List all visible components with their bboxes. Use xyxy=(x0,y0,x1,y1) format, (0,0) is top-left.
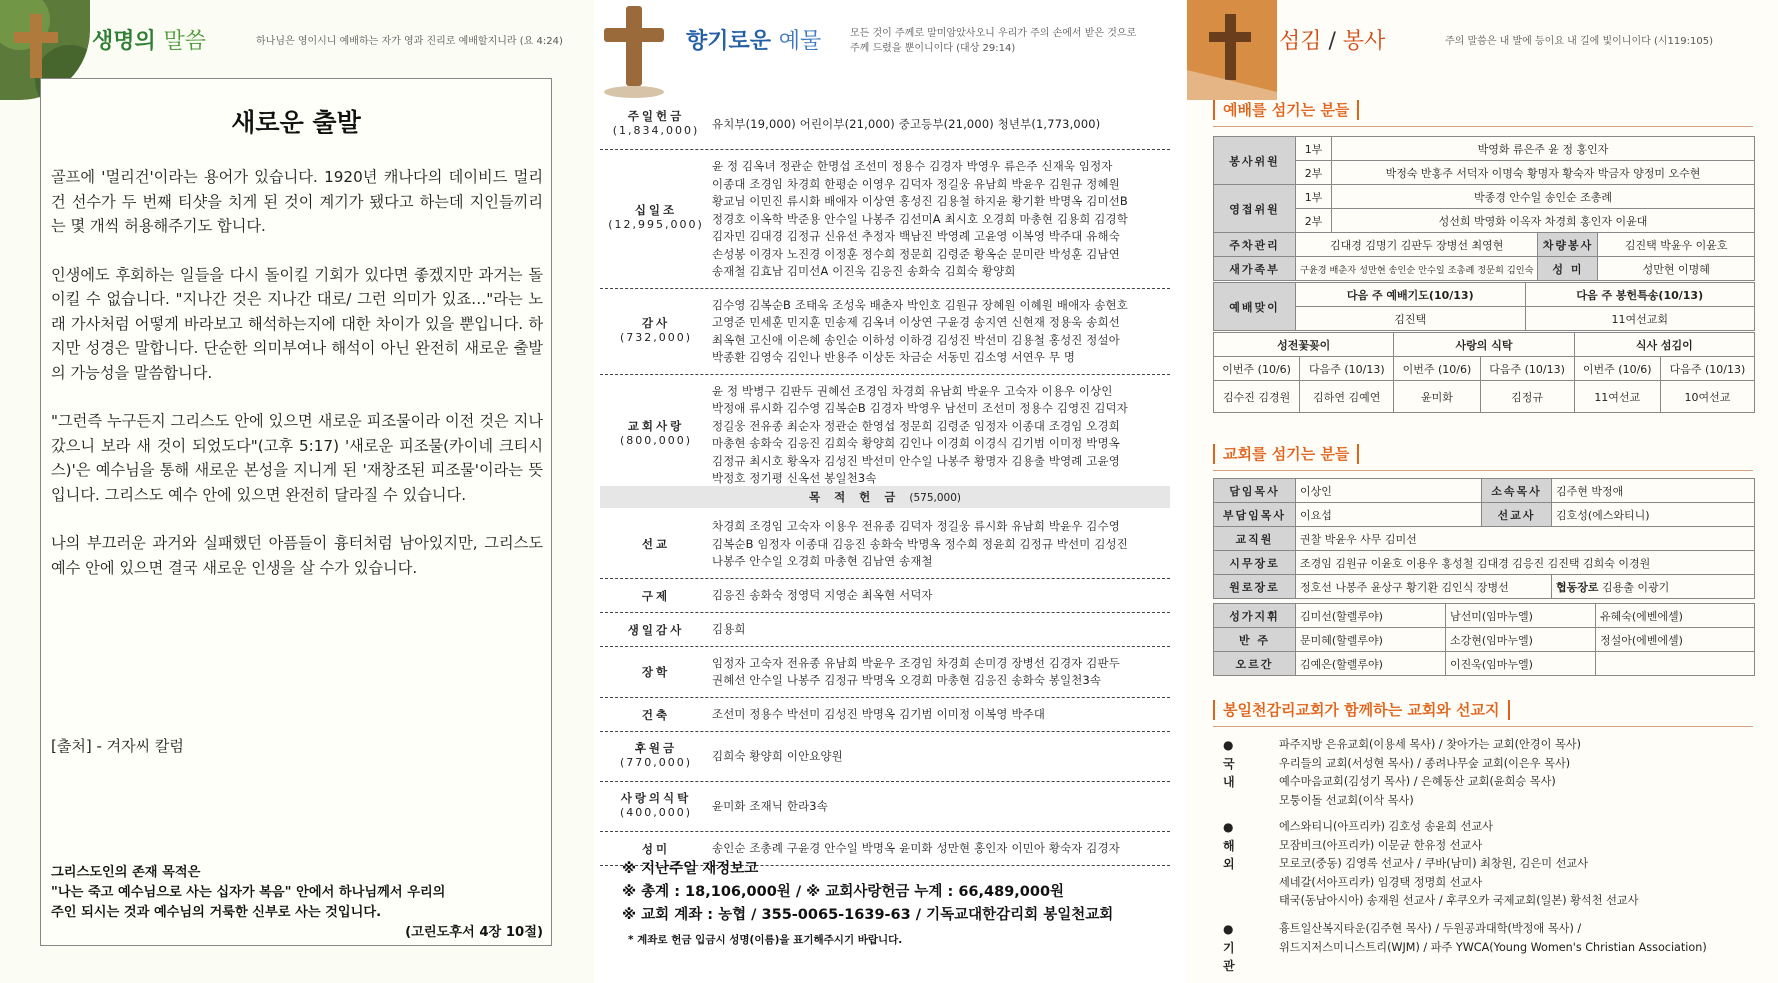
offering-name-line: 나봉주 안수일 오경희 마총현 김남연 송재철 xyxy=(712,554,933,568)
offering-name-line: 박정호 정기평 신옥선 봉일천3속 xyxy=(712,471,877,485)
cell: 이번주 (10/6) xyxy=(1214,357,1300,381)
cell: 1부 xyxy=(1296,185,1332,209)
purpose-line: "나는 죽고 예수님으로 사는 십자가 복음" 안에서 하나님께서 우리의 xyxy=(51,885,446,900)
cell: 김호성(에스와티니) xyxy=(1552,503,1755,527)
title-light: 예물 xyxy=(778,29,822,54)
offering-category xyxy=(606,841,706,857)
offering-name-line: 황교님 이민진 류시화 배애자 이상연 홍성진 김용철 하지윤 황기환 박명옥 김미선B xyxy=(712,194,1128,208)
offering-category xyxy=(606,108,706,137)
cell: 정설아(에벤에셀) xyxy=(1596,628,1755,652)
cell: 김수진 김경원 xyxy=(1214,381,1300,413)
offering-category-label: 건축 xyxy=(641,707,671,722)
offering-name-line: 박정애 류시화 김수영 김복순B 김경자 박영우 남선미 조선미 정용수 김영진 김덕자 xyxy=(712,401,1128,415)
offering-name-line: 이종대 조경임 차경희 한평순 이영우 김덕자 정길웅 유남희 박윤우 김원규 정혜원 xyxy=(712,176,1120,191)
offering-row xyxy=(600,375,1170,496)
purpose-offering-banner xyxy=(600,486,1170,508)
worship-welcome-table xyxy=(1213,282,1755,331)
cell-header: 담임목사 xyxy=(1214,479,1296,503)
offering-names xyxy=(712,383,1168,488)
cell: 김미선(할렐루야) xyxy=(1296,604,1446,628)
offering-category xyxy=(606,707,706,723)
cell: 11여선교 xyxy=(1574,381,1660,413)
cell-header: 예배맞이 xyxy=(1214,283,1296,331)
title-b: 봉사 xyxy=(1342,29,1386,54)
offering-name-line: 김수영 김복순B 조태욱 조성욱 배춘자 박인호 김원규 장혜원 이혜원 배애자 송현호 xyxy=(712,297,1128,312)
cell: 구윤경 배춘자 성만현 송인순 안수일 조총례 정문희 김인숙 xyxy=(1296,257,1538,281)
cell-subheader: 협동장로 xyxy=(1556,580,1599,594)
list-item: 우리들의 교회(서성현 목사) / 종려나무숲 교회(이은우 목사) xyxy=(1279,756,1571,770)
offering-name-line: 손성봉 이경자 노진경 이정훈 정수희 정문희 김령준 황옥순 문미란 박성훈 김남연 xyxy=(712,246,1120,261)
domestic-label: ●국내 xyxy=(1223,738,1235,789)
sermon-source: [출처] - 겨자씨 칼럼 xyxy=(51,737,184,755)
page-title xyxy=(686,24,821,55)
cell: 윤미화 xyxy=(1394,381,1480,413)
offering-name-line: 차경희 조경임 고숙자 이용우 전유종 김덕자 정길웅 류시화 유남희 박윤우 김수영 xyxy=(712,519,1120,533)
sermon-paragraph: 골프에 '멀리건'이라는 용어가 있습니다. 1920년 캐나다의 데이비드 멀리건 선수가 두 번째 티샷을 치게 된 것이 계기가 됐다고 하는데 지인들끼리는 몇 개씩 허용해주기도 합니다. xyxy=(51,168,543,235)
offering-names xyxy=(712,587,1168,605)
verse-line: 모든 것이 주께로 말미암았사오니 우리가 주의 손에서 받은 것으로 xyxy=(850,28,1137,39)
section-divider xyxy=(1213,126,1753,127)
list-item: 에스와티니(아프리카) 김호성 송윤희 선교사 xyxy=(1279,820,1493,833)
offering-amount: (1,834,000) xyxy=(612,124,700,137)
offering-name-line: 김응진 송화숙 정영덕 지영순 최옥현 서덕자 xyxy=(712,587,933,602)
cell: 2부 xyxy=(1296,161,1332,185)
cell: 이번주 (10/6) xyxy=(1574,357,1660,381)
offering-category xyxy=(606,664,706,680)
panel-offerings xyxy=(594,0,1187,983)
sermon-paragraph: 나의 부끄러운 과거와 실패했던 아픔들이 흉터처럼 남아있지만, 그리스도 예수 안에 있으면 결국 새로운 인생을 살 수가 있습니다. xyxy=(51,534,543,577)
offering-row xyxy=(600,579,1170,613)
sermon-title: 새로운 출발 xyxy=(231,108,361,137)
offering-row xyxy=(600,647,1170,698)
cell-header: 시무장로 xyxy=(1214,551,1296,575)
cell: 유혜숙(에벤에셀) xyxy=(1596,604,1755,628)
offering-category-label: 후원금 xyxy=(634,740,678,755)
offering-name-line: 김희숙 황양희 이안요양원 xyxy=(712,748,843,763)
cell: 성선희 박영화 이옥자 차경희 홍인자 이윤대 xyxy=(1332,209,1755,233)
offering-row xyxy=(600,782,1170,832)
offering-amount: (400,000) xyxy=(619,805,693,819)
cell-header: 새가족부 xyxy=(1214,257,1296,281)
offering-category xyxy=(606,315,706,344)
worship-servers-table xyxy=(1213,136,1755,233)
cell: 다음 주 예배기도(10/13) xyxy=(1296,283,1526,307)
cell: 다음 주 봉헌특송(10/13) xyxy=(1525,283,1755,307)
offering-category xyxy=(606,588,706,604)
header-verse: 하나님은 영이시니 예배하는 자가 영과 진리로 예배할지니라 (요 4:24) xyxy=(256,36,563,47)
offering-category-label: 주일헌금 xyxy=(627,109,685,123)
cell xyxy=(1596,652,1755,676)
cell: 김진택 박윤우 이윤호 xyxy=(1598,233,1755,257)
cell-header: 영접위원 xyxy=(1214,185,1296,233)
cell: 김진택 xyxy=(1296,307,1526,331)
offering-category xyxy=(606,536,706,552)
cross-photo-icon xyxy=(1187,0,1277,100)
cell: 김예은(할렐루야) xyxy=(1296,652,1446,676)
offering-category xyxy=(606,202,706,231)
title-strong: 생명의 xyxy=(92,29,156,54)
cell xyxy=(1552,575,1755,599)
cell: 이진욱(임마누엘) xyxy=(1446,652,1596,676)
offering-category-label: 생일감사 xyxy=(627,622,685,637)
list-item: 태국(동남아시아) 송재원 선교사 / 후쿠오카 국제교회(일본) 황석천 선교사 xyxy=(1279,894,1639,907)
report-line: ※ 교회 계좌 : 농협 / 355-0065-1639-63 / 기독교대한감리회 봉일천교회 xyxy=(622,907,1114,923)
page-title xyxy=(92,24,206,55)
panel-sermon xyxy=(0,0,594,983)
offering-name-line: 임정자 고숙자 전유종 유남희 박윤우 조경임 차경희 손미경 장병선 김경자 김판두 xyxy=(712,655,1120,670)
purpose-statement xyxy=(51,863,543,943)
section-church-servers: 교회를 섬기는 분들 xyxy=(1213,444,1359,464)
offering-names xyxy=(712,706,1168,724)
cell-header: 부담임목사 xyxy=(1214,503,1296,527)
offering-name-line: 김복순B 임정자 이종대 김응진 송화숙 박명옥 정수희 정윤희 김정규 박선미 김성진 xyxy=(712,536,1128,551)
offering-category xyxy=(606,418,706,447)
cell: 김주현 박정애 xyxy=(1552,479,1755,503)
section-divider xyxy=(1213,726,1753,727)
overseas-label: ●해외 xyxy=(1223,820,1235,871)
offering-category-label: 십일조 xyxy=(634,203,678,218)
title-a: 섬김 xyxy=(1279,29,1322,54)
list-item: 모잠비크(아프리카) 이문균 한유정 선교사 xyxy=(1279,838,1483,852)
cell-header: 소속목사 xyxy=(1482,479,1552,503)
report-line: ※ 지난주일 재정보고 xyxy=(622,861,759,877)
cell-header: 성전꽃꽂이 xyxy=(1214,333,1394,357)
list-item: 위드지저스미니스트리(WJM) / 파주 YWCA(Young Women's Christian Association) xyxy=(1279,940,1707,954)
offering-name-line: 유치부(19,000) 어린이부(21,000) 중고등부(21,000) 청년부(1,773,000) xyxy=(712,117,1101,132)
offering-names xyxy=(712,158,1168,281)
offering-name-line: 권혜선 안수일 나봉주 김정규 박명옥 오경희 마총현 김응진 송화숙 봉일천3속 xyxy=(712,673,1102,687)
offering-row xyxy=(600,150,1170,289)
report-line: ※ 총계 : 18,106,000원 / ※ 교회사랑헌금 누계 : 66,489,000원 xyxy=(622,884,1065,900)
offering-names xyxy=(712,116,1168,134)
offering-name-line: 고영준 민세훈 민지훈 민송제 김옥녀 이상연 구윤경 송지연 신현재 정용욱 송희선 xyxy=(712,315,1120,329)
sermon-box xyxy=(40,78,552,946)
cell-header: 성 미 xyxy=(1538,257,1598,281)
cell: 다음주 (10/13) xyxy=(1480,357,1574,381)
cell: 11여선교회 xyxy=(1525,307,1755,331)
offering-name-line: 윤 정 박병구 김판두 권혜선 조경임 차경희 유남희 박윤우 고숙자 이용우 이상인 xyxy=(712,383,1113,398)
cell: 권찰 박윤우 사무 김미선 xyxy=(1296,527,1755,551)
title-light: 말씀 xyxy=(163,29,206,54)
section-divider xyxy=(1213,470,1753,471)
sermon-paragraph: "그런즉 누구든지 그리스도 안에 있으면 새로운 피조물이라 이전 것은 지나갔으니 보라 새 것이 되었도다"(고후 5:17) '새로운 피조물(카이네 크티시스)'은 예수님을 통해 새로운 본성을 지니게 된 '재창조된 피조물'이라는 뜻입니다. 그리스도 예수 안에 있으면 완전히 달라질 수 있습니다. xyxy=(51,412,543,504)
offering-row xyxy=(600,613,1170,647)
list-item: 모퉁이돌 선교회(이삭 목사) xyxy=(1279,793,1414,807)
cell: 성만현 이명혜 xyxy=(1598,257,1755,281)
cell-header: 차량봉사 xyxy=(1538,233,1598,257)
offering-names xyxy=(712,748,1168,766)
section-worship-servers: 예배를 섬기는 분들 xyxy=(1213,100,1359,120)
cell: 박영화 류은주 윤 정 홍인자 xyxy=(1332,137,1755,161)
offering-category-label: 장학 xyxy=(641,665,671,679)
offering-names xyxy=(712,798,1168,816)
offering-name-line: 윤미화 조재닉 한라3속 xyxy=(712,798,828,813)
cell: 정호선 나봉주 윤상구 황기환 김인식 장병선 xyxy=(1296,575,1552,599)
header-verse xyxy=(850,26,1136,56)
offering-category-label: 감사 xyxy=(641,315,671,330)
page-title xyxy=(1279,24,1385,55)
purpose-reference: (고린도후서 4장 10절) xyxy=(405,925,543,940)
cell-header: 주차관리 xyxy=(1214,233,1296,257)
offering-name-line: 김자민 김대경 김정규 신유선 추정자 백남진 박영례 고윤영 이복영 박주대 유해숙 xyxy=(712,229,1120,243)
offering-amount: (800,000) xyxy=(619,434,693,447)
cell-header: 오르간 xyxy=(1214,652,1296,676)
offering-name-line: 마총현 송화숙 김응진 김희숙 황양희 김인나 이경희 이경식 김기범 이미정 박명옥 xyxy=(712,436,1120,450)
worship-schedule-table xyxy=(1213,332,1755,413)
cell: 이상인 xyxy=(1296,479,1482,503)
offering-row xyxy=(600,698,1170,732)
banner-amount: (575,000) xyxy=(909,492,962,504)
offering-name-line: 박종환 김영숙 김인나 반용주 이상돈 차금순 서동민 김소영 서연우 무 명 xyxy=(712,350,1076,364)
offering-names xyxy=(712,297,1168,367)
offering-category-label: 구제 xyxy=(641,588,671,603)
title-separator: / xyxy=(1321,29,1343,54)
list-item: 모로코(중동) 김영록 선교사 / 쿠바(남미) 최창원, 김은미 선교사 xyxy=(1279,857,1589,870)
offering-category xyxy=(606,622,706,638)
offering-names xyxy=(712,518,1168,571)
cell-header: 선교사 xyxy=(1482,503,1552,527)
music-servers-table xyxy=(1213,603,1755,676)
cell: 박종경 안수일 송인순 조총례 xyxy=(1332,185,1755,209)
offering-amount: (770,000) xyxy=(619,755,693,769)
offering-name-line: 송인순 조총례 구윤경 안수일 박명옥 윤미화 성만현 홍인자 이민아 황숙자 김경자 xyxy=(712,840,1120,855)
offering-category-label: 사랑의식탁 xyxy=(620,790,692,805)
cell: 2부 xyxy=(1296,209,1332,233)
header-verse: 주의 말씀은 내 발에 등이요 내 길에 빛이니이다 (시119:105) xyxy=(1445,36,1713,47)
offering-name-line: 조선미 정용수 박선미 김성진 박명옥 김기범 이미정 이복영 박주대 xyxy=(712,706,1046,721)
cell: 10여선교 xyxy=(1660,381,1754,413)
organization-label: ●기관 xyxy=(1223,922,1235,973)
cell-value: 김용출 이광기 xyxy=(1602,580,1670,594)
cell: 다음주 (10/13) xyxy=(1660,357,1754,381)
verse-line: 주께 드렸을 뿐이니이다 (대상 29:14) xyxy=(850,43,1016,54)
cell: 이요섭 xyxy=(1296,503,1482,527)
offering-category xyxy=(606,740,706,769)
list-item: 파주지방 은유교회(이용세 목사) / 찾아가는 교회(안경이 목사) xyxy=(1279,738,1581,751)
list-item: 세네갈(서아프리카) 임경택 정명희 선교사 xyxy=(1279,875,1483,889)
offering-names xyxy=(712,840,1168,858)
cell-header: 원로장로 xyxy=(1214,575,1296,599)
cell: 김하연 김예연 xyxy=(1300,381,1394,413)
cell: 다음주 (10/13) xyxy=(1300,357,1394,381)
offering-name-line: 최옥현 고신애 이은혜 송인순 이하성 이하경 김성진 박선미 김용철 홍성진 정설아 xyxy=(712,332,1120,347)
offering-row xyxy=(600,289,1170,375)
cell: 이번주 (10/6) xyxy=(1394,357,1480,381)
offering-name-line: 윤 정 김옥녀 정관순 한명섭 조선미 정용수 김경자 박영우 류은주 신재욱 임정자 xyxy=(712,159,1113,173)
cell: 남선미(임마누엘) xyxy=(1446,604,1596,628)
worship-roles-table xyxy=(1213,232,1755,281)
cell: 김정규 xyxy=(1480,381,1574,413)
cell: 문미혜(할렐루야) xyxy=(1296,628,1446,652)
offering-name-line: 김정규 최시호 황옥자 김성진 박선미 안수일 나봉주 황명자 김용출 박영례 고윤영 xyxy=(712,453,1120,468)
cell-header: 반 주 xyxy=(1214,628,1296,652)
finance-report xyxy=(622,858,1113,927)
offering-name-line: 정길웅 전유종 최순자 정관순 한영섭 정문희 김령준 임정자 이종대 조경임 오경희 xyxy=(712,418,1120,433)
offering-category-label: 성미 xyxy=(641,841,671,856)
purpose-line: 주인 되시는 것과 예수님의 거룩한 신부로 사는 것입니다. xyxy=(51,905,382,920)
section-partner-churches: 봉일천감리교회가 함께하는 교회와 선교지 xyxy=(1213,700,1510,720)
offering-category xyxy=(606,790,706,819)
offering-name-line: 송재철 김효남 김미선A 이진욱 김응진 송화숙 김희숙 황양희 xyxy=(712,264,1016,278)
cell-header: 사랑의 식탁 xyxy=(1394,333,1574,357)
report-note: * 계좌로 헌금 입금시 성명(이름)을 표기해주시기 바랍니다. xyxy=(628,934,903,946)
offering-name-line: 김용희 xyxy=(712,621,746,636)
offering-row xyxy=(600,100,1170,150)
offering-names xyxy=(712,655,1168,690)
title-strong: 향기로운 xyxy=(686,29,772,54)
offering-amount: (12,995,000) xyxy=(608,218,704,232)
purpose-line: 그리스도인의 존재 목적은 xyxy=(51,865,201,880)
wooden-cross-icon xyxy=(594,0,684,100)
offering-category-label: 선교 xyxy=(641,537,671,552)
panel-service xyxy=(1187,0,1778,983)
church-servers-table xyxy=(1213,478,1755,599)
cell-header: 성가지휘 xyxy=(1214,604,1296,628)
cell: 조경임 김원규 이윤호 이용우 홍성철 김대경 김응진 김진택 김희숙 이경원 xyxy=(1296,551,1755,575)
sermon-paragraph: 인생에도 후회하는 일들을 다시 돌이킬 기회가 있다면 좋겠지만 과거는 돌이킬 수 없습니다. "지나간 것은 지나간 대로/ 그런 의미가 있죠…"라는 노래 가사처럼 어떻게 바라보고 해석하는지에 대한 차이가 있을 뿐입니다. 하지만 성경은 말합니다. 단순한 의미부여나 해석이 아닌 완전히 새로운 출발의 가능성을 말씀합니다. xyxy=(51,265,543,382)
banner-label: 목적헌금 xyxy=(808,490,910,504)
list-item: 예수마음교회(김성기 목사) / 은혜동산 교회(윤희승 목사) xyxy=(1279,775,1556,788)
cell-header: 식사 섬김이 xyxy=(1574,333,1754,357)
cell-header: 교직원 xyxy=(1214,527,1296,551)
offering-category-label: 교회사랑 xyxy=(627,419,685,433)
cell: 1부 xyxy=(1296,137,1332,161)
offering-names xyxy=(712,621,1168,639)
cell: 김대경 김명기 김판두 장병선 최영현 xyxy=(1296,233,1538,257)
cell: 박정숙 반홍주 서덕자 이명숙 황명자 황숙자 박금자 양정미 오수현 xyxy=(1332,161,1755,185)
list-item: 흉트일산복지타운(김주현 목사) / 두원공과대학(박정애 목사) / xyxy=(1279,922,1582,935)
offering-name-line: 정경호 이옥학 박준용 안수일 나봉주 김선미A 최시호 오경희 마총현 김용희 김경학 xyxy=(712,211,1128,226)
offering-row xyxy=(600,510,1170,579)
offering-amount: (732,000) xyxy=(619,330,693,344)
offering-row xyxy=(600,732,1170,782)
cell-header: 봉사위원 xyxy=(1214,137,1296,185)
cell: 소강현(임마누엘) xyxy=(1446,628,1596,652)
sermon-body xyxy=(51,165,543,604)
